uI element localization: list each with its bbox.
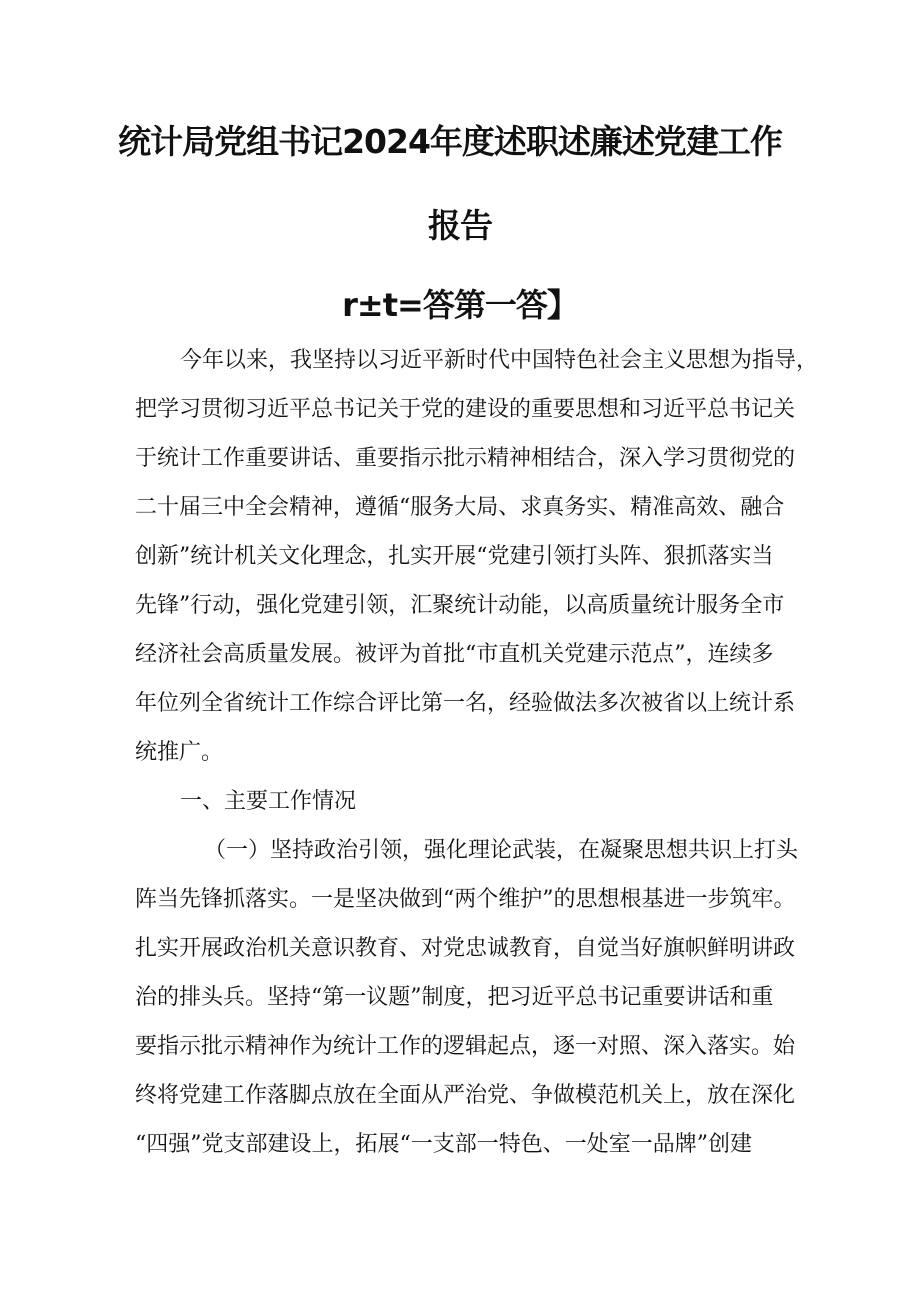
paragraph-line: 终将党建工作落脚点放在全面从严治党、争做模范机关上，放在深化 [135,1083,796,1108]
paragraph-line: 今年以来，我坚持以习近平新时代中国特色社会主义思想为指导， [180,348,819,373]
paragraph-line: 阵当先锋抓落实。一是坚决做到“两个维护”的思想根基进一步筑牢。 [135,887,796,912]
paragraph-line: 统推广。 [135,740,224,765]
paragraph-line: 年位列全省统计工作综合评比第一名，经验做法多次被省以上统计系 [135,691,796,716]
paragraph-line: 创新”统计机关文化理念，扎实开展“党建引领打头阵、狠抓落实当 [135,544,774,569]
paragraph-line: 经济社会高质量发展。被评为首批“市直机关党建示范点”，连续多 [135,642,774,667]
paragraph-line: 二十届三中全会精神，遵循“服务大局、求真务实、精准高效、融合 [135,495,785,520]
paragraph-line: 治的排头兵。坚持“第一议题”制度，把习近平总书记重要讲话和重 [135,985,774,1010]
paragraph-line: 要指示批示精神作为统计工作的逻辑起点，逐一对照、深入落实。始 [135,1034,796,1059]
paragraph-line: 先锋”行动，强化党建引领，汇聚统计动能，以高质量统计服务全市 [135,593,785,618]
paragraph-line: （一）坚持政治引领，强化理论武装，在凝聚思想共识上打头 [204,838,799,863]
paragraph-line: 于统计工作重要讲话、重要指示批示精神相结合，深入学习贯彻党的 [135,446,796,471]
document-subtitle: r±t=答第一答】 [342,286,578,324]
paragraph-line: 把学习贯彻习近平总书记关于党的建设的重要思想和习近平总书记关 [135,397,796,422]
section-heading: 一、主要工作情况 [180,789,357,814]
document-title-line-2: 报告 [428,206,492,245]
paragraph-line: 扎实开展政治机关意识教育、对党忠诚教育，自觉当好旗帜鲜明讲政 [135,936,796,961]
paragraph-line: “四强”党支部建设上，拓展“一支部一特色、一处室一品牌”创建 [135,1132,752,1157]
document-title-line-1: 统计局党组书记2024年度述职述廉述党建工作 [118,122,782,161]
